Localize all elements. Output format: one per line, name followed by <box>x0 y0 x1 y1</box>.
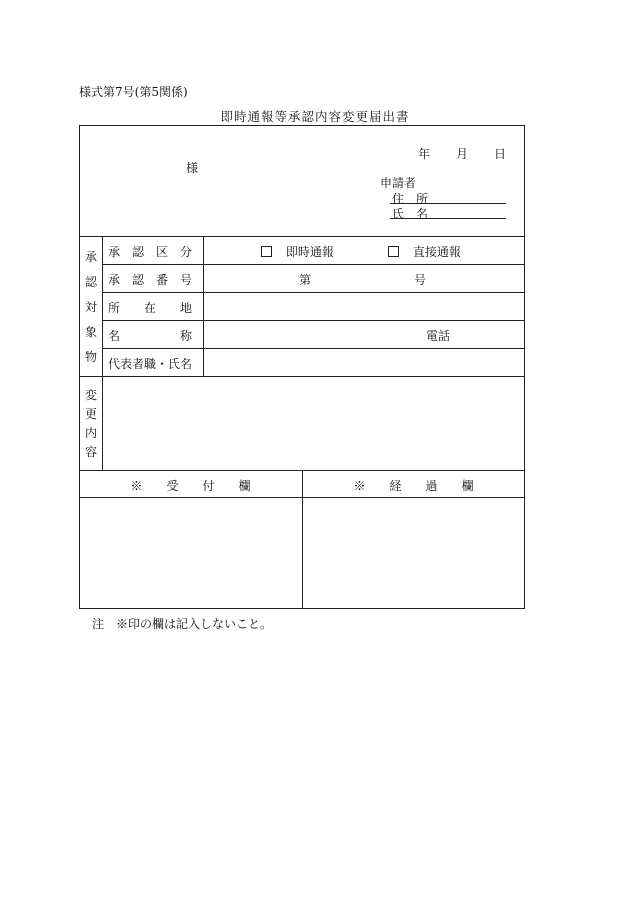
target-char-5: 物 <box>84 350 97 364</box>
phone-label: 電話 <box>426 329 451 343</box>
divider-row-4 <box>102 348 525 349</box>
option-direct[interactable] <box>388 243 461 260</box>
document-title: 即時通報等承認内容変更届出書 <box>220 109 410 124</box>
date-month: 月 <box>456 147 469 161</box>
number-suffix: 号 <box>414 273 427 287</box>
footnote: 注 ※印の欄は記入しないこと。 <box>92 617 273 631</box>
target-char-2: 認 <box>84 275 97 289</box>
divider-target-bottom <box>79 376 525 377</box>
target-char-1: 承 <box>84 250 97 264</box>
name-label: 氏 名 <box>392 207 429 221</box>
divider-row-3 <box>102 320 525 321</box>
date-day: 日 <box>494 147 507 161</box>
change-char-1: 変 <box>84 388 97 402</box>
divider-label-column <box>203 236 204 376</box>
form-number: 様式第7号(第5関係) <box>79 85 188 99</box>
target-char-4: 象 <box>84 325 97 339</box>
addressee-label: 様 <box>186 161 199 175</box>
divider-header-bottom <box>79 236 525 237</box>
address-label: 住 所 <box>392 192 429 206</box>
applicant-label: 申請者 <box>380 176 417 190</box>
row-label-number: 承 認 番 号 <box>108 273 193 287</box>
row-label-category: 承 認 区 分 <box>108 245 193 259</box>
row-label-name: 名 称 <box>108 329 193 343</box>
change-char-3: 内 <box>84 426 97 440</box>
change-char-4: 容 <box>84 445 97 459</box>
checkbox-icon[interactable] <box>261 246 272 257</box>
address-underline <box>390 203 506 204</box>
option-immediate-label: 即時通報 <box>285 245 334 259</box>
divider-row-2 <box>102 292 525 293</box>
change-char-2: 更 <box>84 407 97 421</box>
option-direct-label: 直接通報 <box>412 245 461 259</box>
divider-row-1 <box>102 264 525 265</box>
row-label-representative: 代表者職・氏名 <box>108 357 193 371</box>
target-char-3: 対 <box>84 300 97 314</box>
progress-header: ※ 経 過 欄 <box>353 479 474 493</box>
option-immediate[interactable] <box>261 243 334 260</box>
date-year: 年 <box>418 147 431 161</box>
row-label-location: 所 在 地 <box>108 301 193 315</box>
divider-left-column <box>102 236 103 470</box>
number-prefix: 第 <box>299 273 312 287</box>
name-underline <box>390 218 506 219</box>
reception-header: ※ 受 付 欄 <box>130 479 251 493</box>
checkbox-icon[interactable] <box>388 246 399 257</box>
